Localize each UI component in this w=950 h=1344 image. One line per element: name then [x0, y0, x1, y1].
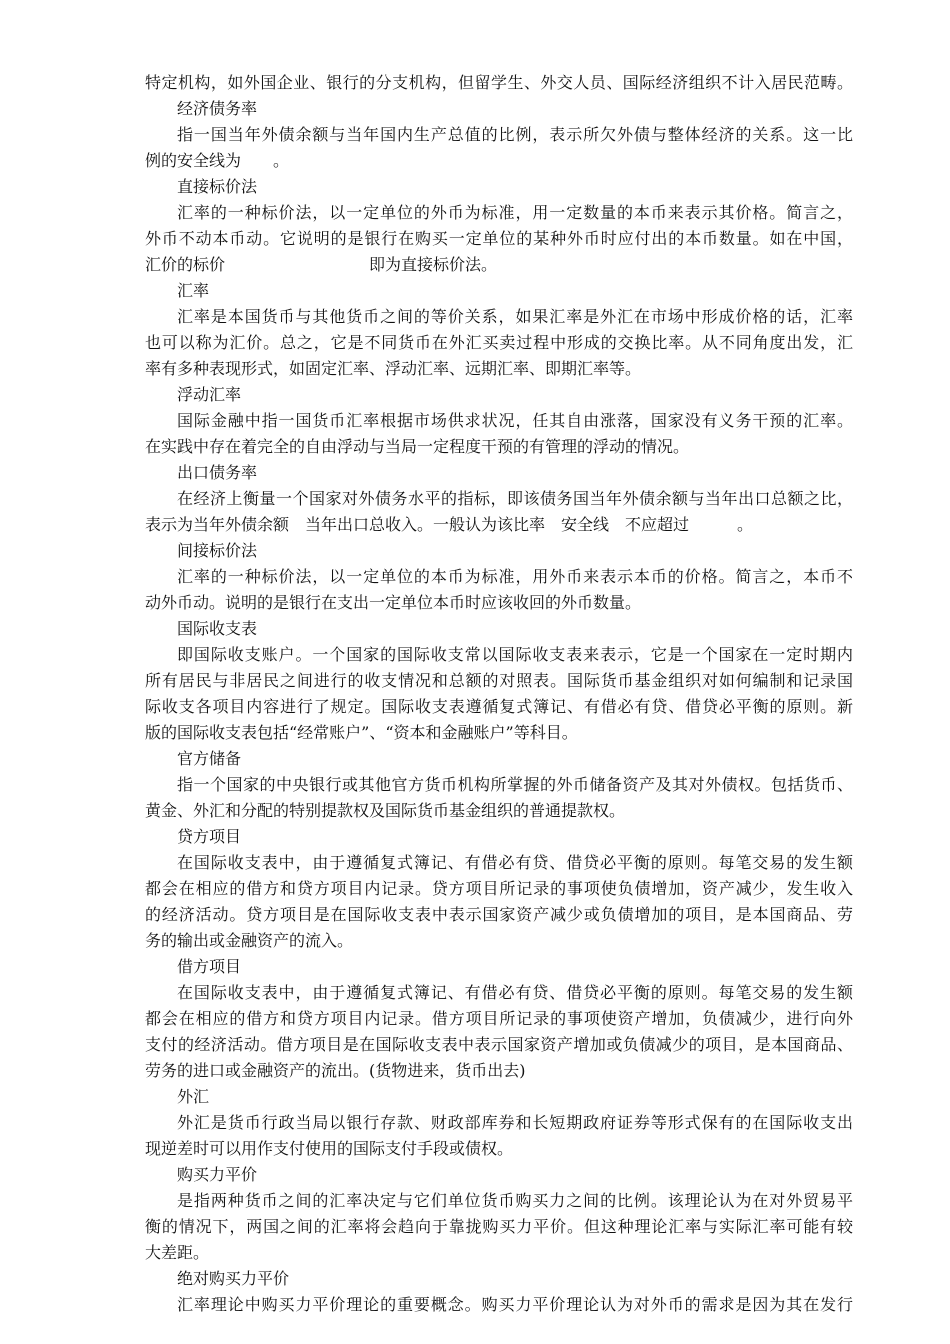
term-heading: 直接标价法 [177, 177, 258, 196]
term-heading: 经济债务率 [177, 99, 258, 118]
paragraph-first-line: 汇率的一种标价法，以一定单位的外币为标准，用一定数量的本币来表示其价格。简言之， [177, 203, 853, 222]
paragraph-first-line: 国际金融中指一国货币汇率根据市场供求状况，任其自由涨落，国家没有义务干预的汇率。 [177, 411, 853, 430]
paragraph-first-line: 汇率是本国货币与其他货币之间的等价关系，如果汇率是外汇在市场中形成价格的话，汇率 [177, 307, 853, 326]
paragraph-first-line: 汇率的一种标价法，以一定单位的本币为标准，用外币来表示本币的价格。简言之，本币不 [177, 567, 853, 586]
paragraph-first-line: 指一个国家的中央银行或其他官方货币机构所掌握的外币储备资产及其对外债权。包括货币、 [177, 775, 853, 794]
document-page [145, 0, 853, 1318]
term-heading: 官方储备 [177, 749, 242, 768]
paragraph-line: 的经济活动。贷方项目是在国际收支表中表示国家资产减少或负债增加的项目，是本国商品、劳 [145, 905, 853, 924]
paragraph-first-line: 外汇是货币行政当局以银行存款、财政部库券和长短期政府证券等形式保有的在国际收支出 [177, 1113, 853, 1132]
paragraph-line: 率有多种表现形式，如固定汇率、浮动汇率、远期汇率、即期汇率等。 [145, 359, 642, 378]
paragraph-line: 汇价的标价 即为直接标价法。 [145, 255, 498, 274]
term-heading: 汇率 [177, 281, 210, 300]
term-heading: 外汇 [177, 1087, 210, 1106]
term-heading: 间接标价法 [177, 541, 258, 560]
term-heading: 出口债务率 [177, 463, 258, 482]
term-heading: 借方项目 [177, 957, 242, 976]
paragraph-line: 所有居民与非居民之间进行的收支情况和总额的对照表。国际货币基金组织对如何编制和记录国 [145, 671, 853, 690]
paragraph-first-line: 即国际收支账户。一个国家的国际收支常以国际收支表来表示，它是一个国家在一定时期内 [177, 645, 853, 664]
term-heading: 购买力平价 [177, 1165, 258, 1184]
paragraph-line: 表示为当年外债余额 当年出口总收入。一般认为该比率 安全线 不应超过 。 [145, 515, 754, 534]
paragraph-line: 衡的情况下，两国之间的汇率将会趋向于靠拢购买力平价。但这种理论汇率与实际汇率可能有较 [145, 1217, 853, 1236]
paragraph-line: 例的安全线为 。 [145, 151, 290, 170]
term-heading: 绝对购买力平价 [177, 1269, 290, 1288]
paragraph-line: 在实践中存在着完全的自由浮动与当局一定程度干预的有管理的浮动的情况。 [145, 437, 690, 456]
paragraph-line: 都会在相应的借方和贷方项目内记录。借方项目所记录的事项使资产增加，负债减少，进行向外 [145, 1009, 853, 1028]
paragraph-line: 动外币动。说明的是银行在支出一定单位本币时应该收回的外币数量。 [145, 593, 642, 612]
paragraph-line: 黄金、外汇和分配的特别提款权及国际货币基金组织的普通提款权。 [145, 801, 626, 820]
term-heading: 浮动汇率 [177, 385, 242, 404]
paragraph-first-line: 在国际收支表中，由于遵循复式簿记、有借必有贷、借贷必平衡的原则。每笔交易的发生额 [177, 853, 853, 872]
paragraph-line: 大差距。 [145, 1243, 210, 1262]
paragraph-first-line: 在国际收支表中，由于遵循复式簿记、有借必有贷、借贷必平衡的原则。每笔交易的发生额 [177, 983, 853, 1002]
paragraph-line: 际收支各项目内容进行了规定。国际收支表遵循复式簿记、有借必有贷、借贷必平衡的原则。新 [145, 697, 853, 716]
paragraph-line: 也可以称为汇价。总之，它是不同货币在外汇买卖过程中形成的交换比率。从不同角度出发，汇 [145, 333, 853, 352]
paragraph-line: 都会在相应的借方和贷方项目内记录。贷方项目所记录的事项使负债增加，资产减少，发生收入 [145, 879, 853, 898]
paragraph-line: 特定机构，如外国企业、银行的分支机构，但留学生、外交人员、国际经济组织不计入居民范畴。 [145, 73, 853, 92]
paragraph-line: 劳务的进口或金融资产的流出。(货物进来，货币出去) [145, 1061, 526, 1080]
paragraph-line: 现逆差时可以用作支付使用的国际支付手段或债权。 [145, 1139, 514, 1158]
paragraph-first-line: 在经济上衡量一个国家对外债务水平的指标，即该债务国当年外债余额与当年出口总额之比， [177, 489, 853, 508]
paragraph-first-line: 指一国当年外债余额与当年国内生产总值的比例，表示所欠外债与整体经济的关系。这一比 [177, 125, 853, 144]
paragraph-first-line: 汇率理论中购买力平价理论的重要概念。购买力平价理论认为对外币的需求是因为其在发行 [177, 1295, 853, 1314]
paragraph-line: 外币不动本币动。它说明的是银行在购买一定单位的某种外币时应付出的本币数量。如在中国， [145, 229, 853, 248]
paragraph-line: 支付的经济活动。借方项目是在国际收支表中表示国家资产增加或负债减少的项目，是本国商品、 [145, 1035, 853, 1054]
paragraph-line: 版的国际收支表包括“经常账户”、“资本和金融账户”等科目。 [145, 723, 578, 742]
paragraph-first-line: 是指两种货币之间的汇率决定与它们单位货币购买力之间的比例。该理论认为在对外贸易平 [177, 1191, 853, 1210]
term-heading: 国际收支表 [177, 619, 258, 638]
term-heading: 贷方项目 [177, 827, 242, 846]
paragraph-line: 务的输出或金融资产的流入。 [145, 931, 354, 950]
